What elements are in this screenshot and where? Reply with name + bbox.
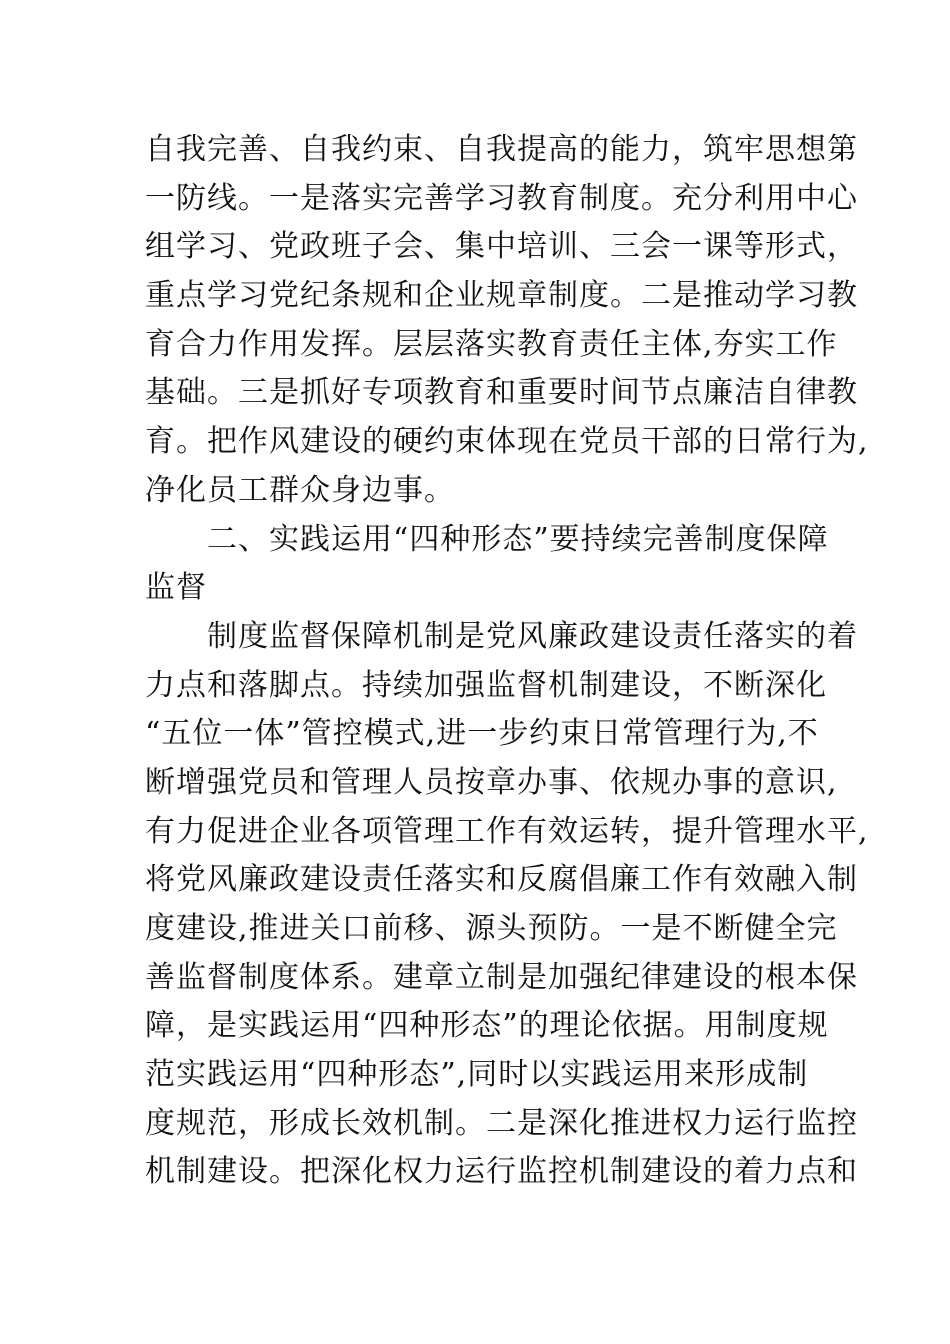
text-line-16: 将党风廉政建设责任落实和反腐倡廉工作有效融入制 <box>145 862 858 898</box>
text-line-22: 机制建设。把深化权力运行监控机制建设的着力点和 <box>145 1154 858 1190</box>
text-line-3: 组学习、党政班子会、集中培训、三会一课等形式， <box>145 229 858 265</box>
text-line-15: 有力促进企业各项管理工作有效运转，提升管理水平, <box>145 813 869 849</box>
body-text <box>145 126 869 1197</box>
text-line-5: 育合力作用发挥。层层落实教育责任主体,夯实工作 <box>145 326 838 362</box>
text-line-18: 善监督制度体系。建章立制是加强纪律建设的根本保 <box>145 959 858 995</box>
text-line-14: 断增强党员和管理人员按章办事、依规办事的意识, <box>145 764 838 800</box>
text-line-13: “五位一体”管控模式,进一步约束日常管理行为,不 <box>145 716 819 752</box>
text-line-7: 育。把作风建设的硬约束体现在党员干部的日常行为, <box>145 424 869 460</box>
text-line-8: 净化员工群众身边事。 <box>145 472 455 508</box>
text-line-6: 基础。三是抓好专项教育和重要时间节点廉洁自律教 <box>145 375 858 411</box>
section-heading-line-1: 二、实践运用“四种形态”要持续完善制度保障 <box>145 521 829 557</box>
text-line-12: 力点和落脚点。持续加强监督机制建设，不断深化 <box>145 667 827 703</box>
text-line-19: 障，是实践运用“四种形态”的理论依据。用制度规 <box>145 1008 829 1044</box>
text-line-4: 重点学习党纪条规和企业规章制度。二是推动学习教 <box>145 278 858 314</box>
text-line-2: 一防线。一是落实完善学习教育制度。充分利用中心 <box>145 180 858 216</box>
text-line-20: 范实践运用“四种形态”,同时以实践运用来形成制 <box>145 1057 809 1093</box>
text-line-17: 度建设,推进关口前移、源头预防。一是不断健全完 <box>145 911 838 946</box>
text-line-1: 自我完善、自我约束、自我提高的能力，筑牢思想第 <box>145 132 858 167</box>
section-heading-line-2: 监督 <box>145 570 207 606</box>
text-line-11: 制度监督保障机制是党风廉政建设责任落实的着 <box>145 618 858 654</box>
text-line-21: 度规范，形成长效机制。二是深化推进权力运行监控 <box>145 1105 858 1141</box>
